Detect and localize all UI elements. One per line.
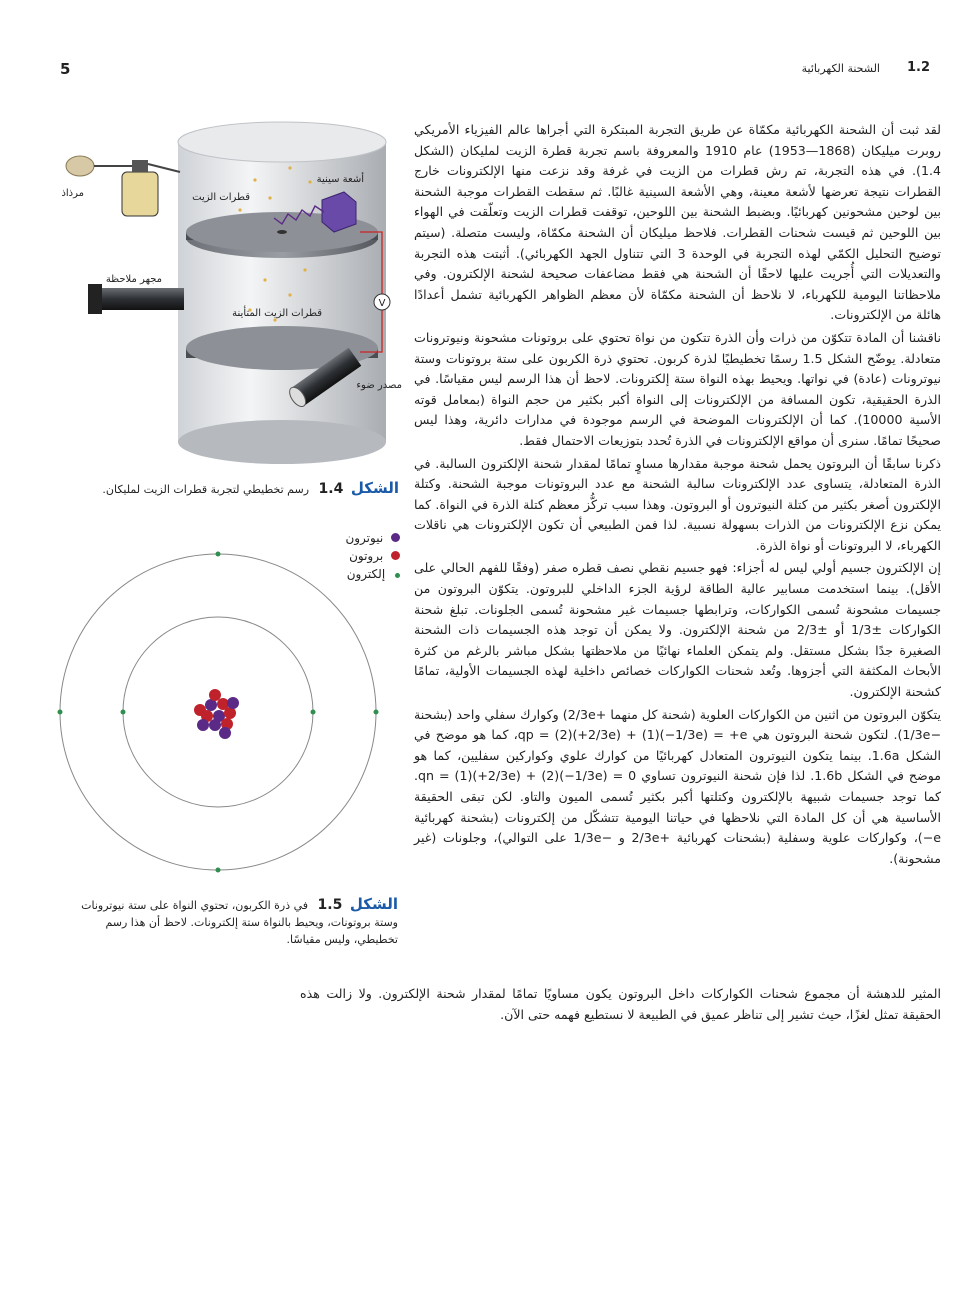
proton-icon (391, 551, 400, 560)
label-oil-drops: قطرات الزيت (192, 192, 250, 203)
section-title: الشحنة الكهربائية (801, 62, 880, 75)
paragraph-quark-charges: يتكوّن البروتون من اثنين من الكواركات العلوية (شحنة كل منهما +2/3e) وكوارك سفلي واحد (بشحنة −1/3e). لتكون شحنة البروتون هي qp = (2)(+2/3e) + (1)(−1/3e) = +e، كما هو موضح في الشكل 1.6a. بينما يتكون النيوترون المتعادل كهربائيًا من كوارك علوي وكواركين سفليين، كما هو موضح في الشكل 1.6b. لذا فإن شحنة النيوترون تساوي qn = (1)(+2/3e) + (2)(−1/3e) = 0. كما توجد جسيمات شبيهة بالإلكترون وكتلتها أكبر بكثير تُسمى الميون والتاو. لكن تبقى الحقيقة الأساسية هي أن كل المادة التي نلاحظها في حياتنا اليومية تتشكّل من إلكترونات (بشحنة كهربائية e−)، وكواركات علوية وسفلية (بشحنات كهربائية +2/3e و −1/3e على التوالي)، وجلونات (غير مشحونة). (414, 706, 941, 866)
label-microscope: مجهر ملاحظة (105, 274, 162, 285)
xray-source-icon (322, 192, 356, 232)
chamber-bottom (178, 420, 386, 464)
legend-electron: إلكترون (347, 567, 400, 581)
atomizer-bulb-icon (66, 156, 94, 176)
paragraph-atom-structure: ناقشنا أن المادة تتكوّن من ذرات وأن الذرة تتكون من نواة تحتوي على بروتونات مشحونة ونيوترونات متعادلة. يوضّح الشكل 1.5 رسمًا تخطيطيًا لذرة كربون. تحتوي ذرة الكربون على ستة بروتونات وستة نيوترونات (عادة) في نواتها. ويحيط بهذه النواة ستة إلكترونات. لاحظ أن هذا الرسم ليس مقياسًا. في الذرة الحقيقية، تكون المسافة من الإلكترونات إلى النواة أكبر بكثير من حجم النواة (بمعامل قوته الأسية 10000). كما أن الإلكترونات الموضحة في الرسم موجودة في مدارات دائرية، وهذا ليس صحيحًا تمامًا. سنرى أن مواقع الإلكترونات في الذرة تُحدد بتوزيعات الاحتمال فقط. (414, 329, 942, 448)
microscope-icon (100, 288, 184, 310)
paragraph-quarks: إن الإلكترون جسيم أولي ليس له أجزاء: فهو جسيم نقطي نصف قطره صفر (وفقًا للفهم الحالي على الأقل). بينما استخدمت مسابير عالية الطاقة لرؤية الجزء الداخلي للبروتون. يتكوّن البروتون من جسيمات مشحونة تُسمى الكواركات، وترابطها جسيمات غير مشحونة تُسمى الجلونات. تبلغ شحنة الكواركات ±1/3 أو ±2/3 من شحنة الإلكترون. ولا يمكن أن توجد هذه الجسيمات ذات الشحنة الصغيرة جدًا بشكل مستقل. ولم يتمكن العلماء نهائيًا من ملاحظتها بشكل مباشر بالرغم من كثرة الأبحاث المكثفة التي أجزوها. وتُعد شحنات الكواركات خصائص داخلية لهذه الجسيمات الأولية، تمامًا كشحنة الإلكترون. (414, 560, 942, 700)
caption-label: الشكل (349, 895, 398, 913)
electron-icon (395, 573, 400, 578)
atom-legend (280, 525, 400, 585)
millikan-diagram (60, 120, 405, 490)
figure-1-4-caption (64, 480, 399, 498)
paragraph-closing: المثير للدهشة أن مجموع شحنات الكواركات داخل البروتون يكون مساويًا تمامًا لمقدار شحنة الإلكترون. ولا زالت هذه الحقيقة تمثل لغزًا، حيث تشير إلى تناظر عميق في الطبيعة لا نستطيع فهمه حتى الآن. (300, 986, 941, 1022)
closing-text (300, 984, 941, 1025)
page-number: 5 (60, 60, 71, 78)
caption-number: 1.4 (318, 481, 344, 497)
figure-1-5-caption (60, 896, 398, 948)
figure-millikan-apparatus (60, 120, 405, 490)
label-ionized-drops: قطرات الزيت المتأينة (232, 308, 322, 319)
page-header (40, 60, 940, 82)
caption-number: 1.5 (317, 897, 343, 913)
label-xrays: أشعة سينية (316, 174, 364, 185)
main-text-column (414, 120, 941, 871)
caption-text: رسم تخطيطي لتجربة قطرات الزيت لمليكان. (102, 483, 310, 496)
neutron-icon (391, 533, 400, 542)
figure-carbon-atom (55, 525, 400, 885)
paragraph-proton-charge: ذكرنا سابقًا أن البروتون يحمل شحنة موجبة مقدارها مساوٍ تمامًا لمقدار شحنة الإلكترون السالبة. في الذرة المتعادلة، يتساوى عدد الإلكترونات سالبة الشحنة مع عدد البروتونات موجبة الشحنة. وكتلة الإلكترون أصغر بكثير من كتلة النيوترون أو البروتون. وهذا سبب تركُّز معظم كتلة الذرة في النواة. كما يمكن نزع الإلكترونات من الذرات بسهولة نسبية. لذا فمن الطبيعي أن تكون الإلكترونات هي ناقلات الكهرباء، لا البروتونات أو نواة الذرة. (414, 455, 941, 553)
caption-text: في ذرة الكربون، تحتوي النواة على ستة نيوترونات وستة بروتونات، ويحيط بالنواة ستة إلكترونات. لاحظ أن هذا رسم تخطيطي، وليس مقياسًا. (81, 899, 398, 946)
chamber-body (178, 142, 386, 442)
atomizer-bottle-icon (122, 172, 158, 216)
legend-neutron: نيوترون (345, 531, 400, 545)
legend-proton: بروتون (349, 549, 400, 563)
nucleus (194, 689, 239, 739)
label-atomizer: مرذاذ (61, 188, 84, 199)
paragraph-millikan: لقد ثبت أن الشحنة الكهربائية مكمّاة عن طريق التجربة المبتكرة التي أجراها عالم الفيزياء الأمريكي روبرت ميليكان (1868—1953) عام 1910 والمعروفة باسم تجربة قطرة الزيت لمليكان (الشكل 1.4). في هذه التجربة، تم رش قطرات من الزيت في غرفة وقد نزعت منها الإلكترونات خارج القطرات نتيجة تعرضها لأشعة معينة، وهي الأشعة السينية غالبًا. ثم سقطت القطرات موجبة الشحنة بين لوحين مشحونين كهربائيًا. وبضبط الشحنة بين اللوحين، توقفت قطرات الزيت وتعلّقت في الهواء بين اللوحين ثم قيست شحنات القطرات. فلاحظ ميليكان أن الشحنة مكمّاة، وليست متصلة. (سيتم توضيح التحليل الكمّي لهذه التجربة في الوحدة 3 التي تتناول الجهد الكهربائي). أثبتت هذه التجربة والتعديلات التي أُجريت عليها لاحقًا أن الشحنة هي فقط مضاعفات صحيحة لشحنة الإلكترون. وفي ملاحظاتنا اليومية للكهرباء، لا نلاحظ أن الشحنة مكمّاة لأن معظم الظواهر الكهربائية تشمل أعدادًا هائلة من الإلكترونات. (414, 122, 941, 323)
voltmeter-label: V (378, 298, 386, 309)
section-number: 1.2 (906, 60, 930, 75)
label-light-source: مصدر ضوء (356, 380, 402, 391)
chamber-top (178, 122, 386, 162)
caption-label: الشكل (350, 479, 399, 497)
